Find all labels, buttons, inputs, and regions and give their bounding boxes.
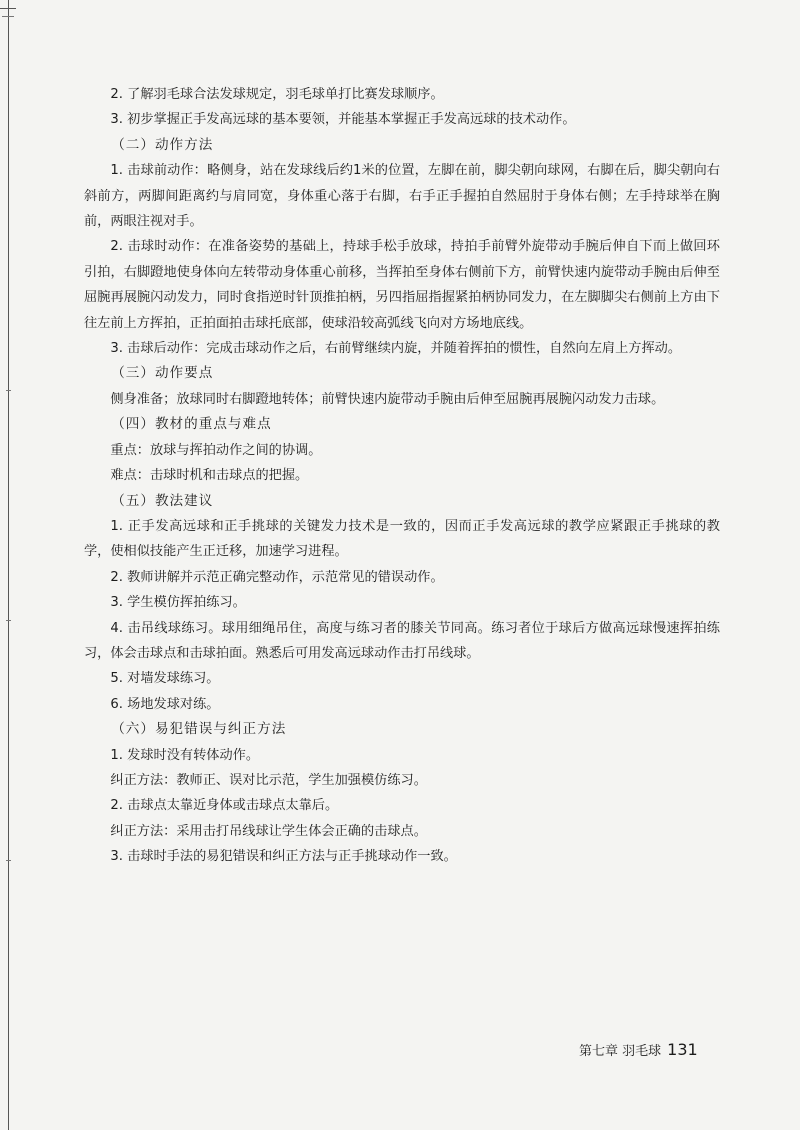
paragraph: 1. 击球前动作：略侧身，站在发球线后约1米的位置，左脚在前，脚尖朝向球网，右脚在后，脚尖朝向右斜前方，两脚间距离约与肩同宽，身体重心落于右脚，右手正手握拍自然屈肘于身体右侧；左手持球举在胸前，两眼注视对手。 xyxy=(84,163,720,230)
paragraph: 1. 正手发高远球和正手挑球的关键发力技术是一致的，因而正手发高远球的教学应紧跟正手挑球的教学，使相似技能产生正迁移，加速学习进程。 xyxy=(84,518,720,560)
body-text xyxy=(84,82,720,870)
paragraph: 6. 场地发球对练。 xyxy=(110,696,220,712)
paragraph: 重点：放球与挥拍动作之间的协调。 xyxy=(110,442,322,458)
paragraph: 纠正方法：教师正、误对比示范，学生加强模仿练习。 xyxy=(110,772,427,788)
paragraph: 5. 对墙发球练习。 xyxy=(110,671,220,687)
section-heading: （六）易犯错误与纠正方法 xyxy=(111,721,287,738)
section-heading: （四）教材的重点与难点 xyxy=(111,416,272,433)
paragraph: 2. 击球点太靠近身体或击球点太靠后。 xyxy=(110,798,339,814)
paragraph: 4. 击吊线球练习。球用细绳吊住，高度与练习者的膝关节同高。练习者位于球后方做高远球慢速挥拍练习，体会击球点和击球拍面。熟悉后可用发高远球动作击打吊线球。 xyxy=(84,620,720,661)
paragraph: 侧身准备；放球同时右脚蹬地转体；前臂快速内旋带动手腕由后伸至屈腕再展腕闪动发力击球。 xyxy=(110,391,665,407)
paragraph: 3. 击球时手法的易犯错误和纠正方法与正手挑球动作一致。 xyxy=(110,849,457,865)
crop-mark xyxy=(2,16,14,17)
paragraph: 纠正方法：采用击打吊线球让学生体会正确的击球点。 xyxy=(110,823,427,839)
edge-mark xyxy=(6,860,11,861)
paragraph: 1. 发球时没有转体动作。 xyxy=(110,747,260,763)
page-number: 131 xyxy=(667,1040,698,1059)
page-footer xyxy=(579,1040,698,1059)
edge-mark xyxy=(6,390,11,391)
section-heading: （五）教法建议 xyxy=(111,492,214,509)
section-heading: （三）动作要点 xyxy=(111,365,214,382)
paragraph: 2. 教师讲解并示范正确完整动作，示范常见的错误动作。 xyxy=(110,569,444,585)
crop-mark xyxy=(0,8,16,9)
binding-edge-line xyxy=(8,0,9,1130)
edge-mark xyxy=(6,620,11,621)
chapter-title: 第七章 羽毛球 xyxy=(579,1044,662,1059)
paragraph: 2. 了解羽毛球合法发球规定，羽毛球单打比赛发球顺序。 xyxy=(110,87,444,102)
paragraph: 3. 击球后动作：完成击球动作之后，右前臂继续内旋，并随着挥拍的惯性，自然向左肩上方挥动。 xyxy=(110,341,682,357)
paragraph: 3. 学生模仿挥拍练习。 xyxy=(110,595,246,611)
section-heading: （二）动作方法 xyxy=(111,136,214,153)
paragraph: 2. 击球时动作：在准备姿势的基础上，持球手松手放球，持拍手前臂外旋带动手腕后伸自下而上做回环引拍，右脚蹬地使身体向左转带动身体重心前移，当挥拍至身体右侧前下方，前臂快速内旋带动手腕由后伸至屈腕再展腕闪动发力，同时食指逆时针顶推拍柄，另四指屈指握紧拍柄协同发力，在左脚脚尖右侧前上方由下往左前上方挥拍，正拍面拍击球托底部，使球沿较高弧线飞向对方场地底线。 xyxy=(84,239,720,331)
paragraph: 难点：击球时机和击球点的把握。 xyxy=(110,468,309,484)
paragraph: 3. 初步掌握正手发高远球的基本要领，并能基本掌握正手发高远球的技术动作。 xyxy=(110,112,576,128)
